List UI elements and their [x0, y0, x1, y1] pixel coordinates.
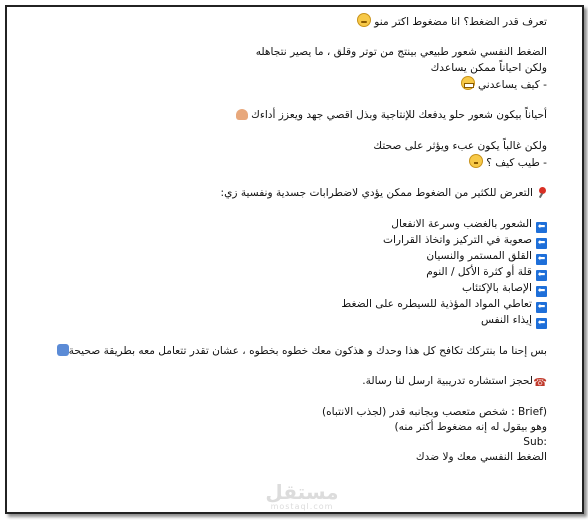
- list-item: [27, 233, 547, 249]
- list-item: [27, 217, 547, 233]
- left-arrow-icon: ⬅: [537, 285, 546, 296]
- list-item-label: صعوبة في التركيز واتخاذ القرارات: [382, 233, 532, 246]
- left-arrow-icon: ⬅: [537, 269, 546, 280]
- document-frame: [5, 5, 584, 514]
- text-line-content: - كيف يساعدني: [477, 78, 547, 91]
- text-line: [27, 450, 547, 465]
- text-line: [27, 435, 547, 450]
- text-line: [27, 186, 547, 201]
- list-item: [27, 297, 547, 313]
- text-line: [27, 405, 547, 420]
- left-arrow-icon: ⬅: [537, 301, 546, 312]
- text-line-content: لحجز استشاره تدريبية ارسل لنا رسالة.: [362, 375, 533, 388]
- pushpin-icon: [536, 187, 547, 198]
- document-body: [27, 13, 547, 465]
- text-line-content: تعرف قدر الضغط؟ انا مضغوط اكتر منو: [374, 16, 547, 28]
- list-item: [27, 281, 547, 297]
- text-line-content: بس إحنا ما بنتركك تكافح كل هذا وحدك و هذكون معك خطوه بخطوه ، عشان تقدر تتعامل معه بطريقة صحيحة: [68, 344, 547, 357]
- list-item-label: القلق المستمر والنسيان: [426, 249, 532, 262]
- handshake-icon: [57, 344, 69, 356]
- text-line-content: أحياناً بيكون شعور حلو يدفعك للإنتاجية وبذل اقصي جهد ويعزز أداءك: [251, 109, 547, 122]
- text-line: [27, 344, 547, 359]
- text-line-content: وهو بيقول له إنه مضغوط أكتر منه): [394, 420, 547, 433]
- list-item: [27, 249, 547, 265]
- text-line-content: التعرض للكثير من الضغوط ممكن يؤدي لاضطرابات جسدية ونفسية زي:: [220, 187, 533, 200]
- thinking-face-icon: [469, 154, 483, 168]
- text-line: [27, 139, 547, 154]
- list-item: [27, 265, 547, 281]
- text-line-content: - طيب كيف ؟: [486, 156, 547, 169]
- text-line: [27, 154, 547, 171]
- text-line: [27, 76, 547, 93]
- watermark-latin: mostaql.com: [270, 502, 334, 511]
- text-line: [27, 108, 547, 123]
- text-line-content: :Sub: [523, 435, 547, 448]
- list-item-label: الشعور بالغضب وسرعة الانفعال: [391, 217, 532, 230]
- text-line-content: الضغط النفسي شعور طبيعي بينتج من توتر وقلق ، ما يصير نتجاهله: [255, 46, 547, 59]
- text-line: [27, 13, 547, 30]
- list-item-label: قلة أو كثرة الأكل / النوم: [426, 265, 532, 278]
- text-line: [27, 374, 547, 389]
- text-line: [27, 420, 547, 435]
- telephone-icon: ☎: [533, 376, 547, 390]
- list-item-label: إيذاء النفس: [481, 313, 532, 326]
- left-arrow-icon: ⬅: [537, 237, 546, 248]
- watermark-arabic: مستقل: [265, 480, 339, 504]
- left-arrow-icon: ⬅: [537, 317, 546, 328]
- left-arrow-icon: ⬅: [537, 253, 546, 264]
- list-item-label: تعاطي المواد المؤذية للسيطره على الضغط: [341, 297, 532, 310]
- text-line-content: ولكن غالباً يكون عبء ويؤثر على صحتك: [373, 139, 547, 152]
- text-line: [27, 61, 547, 76]
- list-item: [27, 313, 547, 329]
- list-item-label: الإصابة بالإكتئاب: [461, 281, 532, 294]
- flexed-biceps-icon: [236, 109, 248, 120]
- text-line-content: (Brief : شخص متعصب وبجانبه قدر (لجذب الانتباه): [321, 405, 547, 418]
- anxious-face-icon: [357, 13, 371, 27]
- watermark-logo: [257, 481, 347, 511]
- left-arrow-icon: ⬅: [537, 221, 546, 232]
- text-line: [27, 45, 547, 60]
- grimacing-face-icon: [461, 76, 475, 90]
- text-line-content: الضغط النفسي معك ولا ضدك: [415, 451, 547, 464]
- text-line-content: ولكن احياناً ممكن يساعدك: [430, 61, 547, 74]
